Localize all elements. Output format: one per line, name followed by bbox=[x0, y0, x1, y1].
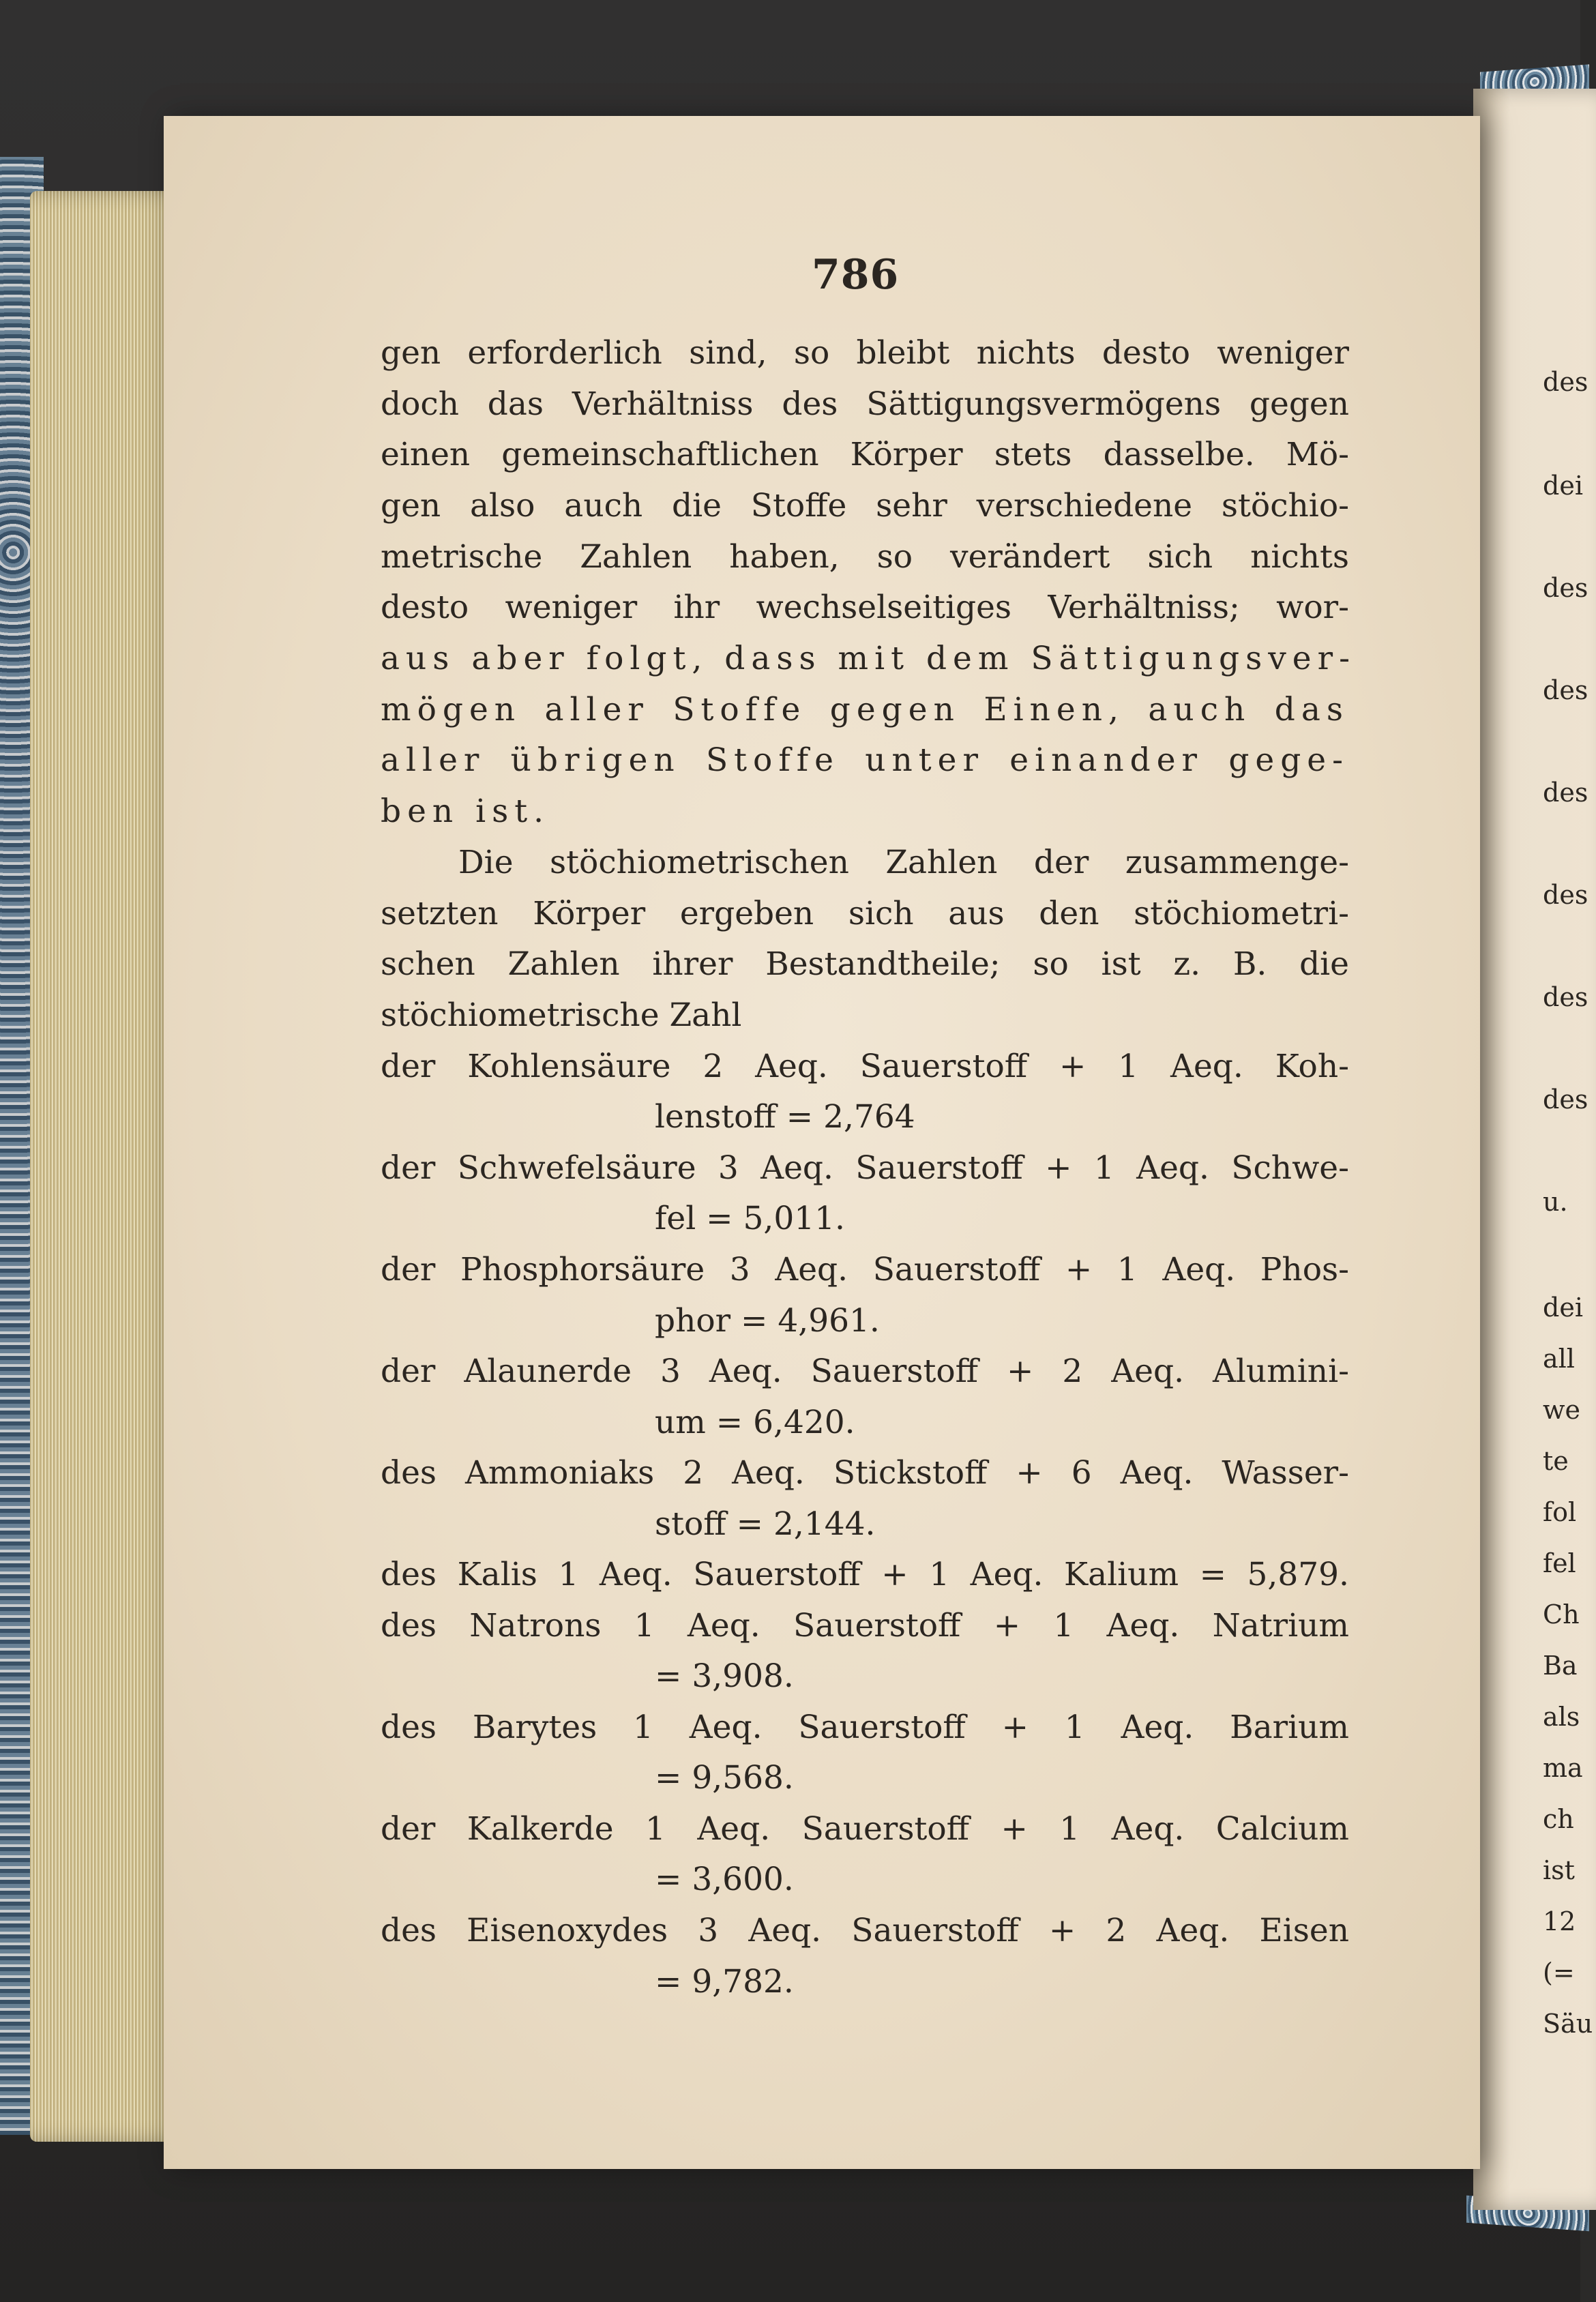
compound-line: der Schwefelsäure 3 Aeq. Sauerstoff + 1 Aeq. Schwe- bbox=[381, 1149, 1349, 1187]
compound-value: phor = 4,961. bbox=[655, 1302, 880, 1340]
compound-line: der Phosphorsäure 3 Aeq. Sauerstoff + 1 Aeq. Phos- bbox=[381, 1251, 1349, 1288]
body-line: Die stöchiometrischen Zahlen der zusammenge- bbox=[458, 844, 1349, 881]
next-page-fragment: Ba bbox=[1543, 1651, 1578, 1681]
next-page-fragment: te bbox=[1543, 1446, 1569, 1476]
next-page-fragment: ma bbox=[1543, 1753, 1583, 1783]
next-page bbox=[1473, 89, 1596, 2210]
compound-line: des Barytes 1 Aeq. Sauerstoff + 1 Aeq. Barium bbox=[381, 1709, 1349, 1746]
compound-line: der Kalkerde 1 Aeq. Sauerstoff + 1 Aeq. Calcium bbox=[381, 1810, 1349, 1848]
next-page-fragment: (= bbox=[1543, 1958, 1575, 1988]
compound-value: = 3,908. bbox=[655, 1657, 794, 1695]
body-line: einen gemeinschaftlichen Körper stets dasselbe. Mö- bbox=[381, 436, 1349, 473]
next-page-fragment: Ch bbox=[1543, 1599, 1580, 1629]
compound-value: = 3,600. bbox=[655, 1861, 794, 1898]
next-page-fragment: des bbox=[1543, 1084, 1588, 1115]
next-page-fragment: des bbox=[1543, 880, 1588, 910]
next-page-fragment: 12 bbox=[1543, 1906, 1576, 1936]
next-page-fragment: Säu bbox=[1543, 2009, 1593, 2039]
next-page-fragment: des bbox=[1543, 675, 1588, 705]
body-line-spaced: mögen aller Stoffe gegen Einen, auch das bbox=[381, 691, 1349, 728]
next-page-fragment: des bbox=[1543, 778, 1588, 808]
body-line: schen Zahlen ihrer Bestandtheile; so ist z. B. die bbox=[381, 945, 1349, 983]
next-page-fragment: fel bbox=[1543, 1548, 1576, 1578]
next-page-fragment: all bbox=[1543, 1344, 1575, 1374]
next-page-fragment: ch bbox=[1543, 1804, 1574, 1834]
compound-value: lenstoff = 2,764 bbox=[655, 1098, 915, 1136]
compound-line: des Eisenoxydes 3 Aeq. Sauerstoff + 2 Aeq. Eisen bbox=[381, 1912, 1349, 1949]
next-page-fragment: des bbox=[1543, 367, 1588, 397]
next-page-fragment: fol bbox=[1543, 1497, 1577, 1527]
compound-line: des Natrons 1 Aeq. Sauerstoff + 1 Aeq. Natrium bbox=[381, 1607, 1349, 1644]
compound-line: der Alaunerde 3 Aeq. Sauerstoff + 2 Aeq. Alumini- bbox=[381, 1353, 1349, 1390]
body-line: setzten Körper ergeben sich aus den stöchiometri- bbox=[381, 895, 1349, 932]
next-page-fragment: ist bbox=[1543, 1855, 1575, 1885]
body-line: metrische Zahlen haben, so verändert sich nichts bbox=[381, 538, 1349, 576]
compound-value: stoff = 2,144. bbox=[655, 1505, 876, 1543]
page-number: 786 bbox=[812, 251, 900, 299]
compound-line: des Ammoniaks 2 Aeq. Stickstoff + 6 Aeq. Wasser- bbox=[381, 1454, 1349, 1492]
next-page-fragment: des bbox=[1543, 982, 1588, 1012]
body-line: gen also auch die Stoffe sehr verschiedene stöchio- bbox=[381, 487, 1349, 525]
next-page-fragment: des bbox=[1543, 573, 1588, 603]
next-page-fragment: dei bbox=[1543, 471, 1583, 501]
compound-line: der Kohlensäure 2 Aeq. Sauerstoff + 1 Aeq. Koh- bbox=[381, 1048, 1349, 1085]
compound-value: = 9,568. bbox=[655, 1759, 794, 1797]
next-page-fragment: u. bbox=[1543, 1187, 1568, 1217]
compound-value: fel = 5,011. bbox=[655, 1200, 845, 1237]
body-line: stöchiometrische Zahl bbox=[381, 997, 742, 1034]
body-line-spaced: aller übrigen Stoffe unter einander gege- bbox=[381, 741, 1349, 779]
compound-line: des Kalis 1 Aeq. Sauerstoff + 1 Aeq. Kalium = 5,879. bbox=[381, 1556, 1349, 1593]
body-line: doch das Verhältniss des Sättigungsvermögens gegen bbox=[381, 385, 1349, 423]
body-line-spaced: ben ist. bbox=[381, 793, 550, 830]
body-line-spaced: aus aber folgt, dass mit dem Sättigungsver- bbox=[381, 640, 1356, 677]
next-page-fragment: als bbox=[1543, 1702, 1580, 1732]
compound-value: um = 6,420. bbox=[655, 1404, 855, 1441]
next-page-fragment: we bbox=[1543, 1395, 1581, 1425]
body-line: desto weniger ihr wechselseitiges Verhältniss; wor- bbox=[381, 589, 1349, 626]
compound-value: = 9,782. bbox=[655, 1963, 794, 2001]
body-line: gen erforderlich sind, so bleibt nichts desto weniger bbox=[381, 334, 1349, 372]
next-page-fragment: dei bbox=[1543, 1293, 1583, 1323]
